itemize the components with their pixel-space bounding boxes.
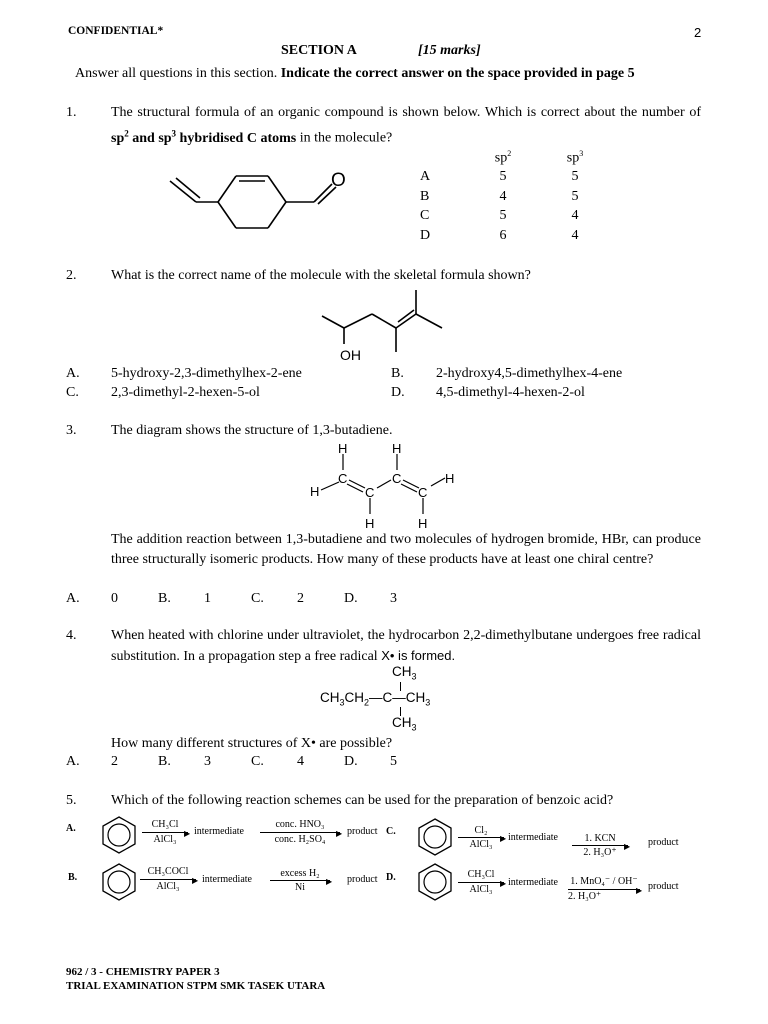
option-letter: A xyxy=(420,169,431,185)
q1-sp3-sup: 3 xyxy=(171,128,177,138)
arrow-head-icon: ▶ xyxy=(184,829,191,838)
q2-option-d-letter: D. xyxy=(391,385,405,400)
reagent-1-top: CH₃Cl xyxy=(467,869,495,880)
q4-text-b: is formed. xyxy=(394,648,456,663)
page-number: 2 xyxy=(694,25,702,40)
benzene-ring-icon xyxy=(416,817,454,857)
reaction-arrow xyxy=(142,832,188,833)
q3-atom-h: H xyxy=(445,471,455,486)
q1-col-sp3: $sp^3$ xyxy=(566,148,584,166)
arrow-head-icon: ▶ xyxy=(336,829,343,838)
reagent-1-bottom: AlCl₃ xyxy=(469,839,493,850)
benzene-ring-icon xyxy=(100,862,138,902)
q3-option-a-letter: A. xyxy=(66,591,80,606)
q1-sp2: sp xyxy=(111,130,125,146)
q2-number: 2. xyxy=(66,268,77,283)
q3-option-c-letter: C. xyxy=(251,591,264,606)
arrow-head-icon: ▶ xyxy=(500,834,507,843)
q3-atom-c: C xyxy=(365,485,375,500)
instruction-bold: Indicate the correct answer on the space provided in page 5 xyxy=(280,66,635,81)
option-sp2: 4 xyxy=(499,188,507,204)
intermediate-label: intermediate xyxy=(202,874,252,885)
reaction-arrow xyxy=(458,837,504,838)
q3-option-a[interactable]: 0 xyxy=(111,591,118,606)
q1-text-a: The structural formula of an organic compound is shown below. Which is correct about the number of xyxy=(111,105,701,120)
q1-col-sp2: $sp^2$ xyxy=(494,148,512,166)
q4-option-b-letter: B. xyxy=(158,754,171,769)
q5-text: Which of the following reaction schemes can be used for the preparation of benzoic acid? xyxy=(111,793,614,808)
q1-option-b[interactable] xyxy=(420,187,594,207)
arrow-head-icon: ▶ xyxy=(636,886,643,895)
instruction-plain: Answer all questions in this section. xyxy=(75,66,278,81)
q1-number: 1. xyxy=(66,105,77,120)
section-marks: [15 marks] xyxy=(418,43,481,58)
reaction-arrow xyxy=(270,880,330,881)
q1-hybrid: hybridised C atoms xyxy=(176,130,297,146)
q4-text xyxy=(111,626,701,667)
footer-exam: TRIAL EXAMINATION STPM SMK TASEK UTARA xyxy=(66,980,326,992)
q4-main-chain: $CH_3CH_2—C—CH_3$ xyxy=(320,690,431,708)
q1-option-c[interactable] xyxy=(420,207,594,227)
option-sp3: 5 xyxy=(571,188,579,204)
reaction-arrow xyxy=(140,879,196,880)
q2-oh-label: OH xyxy=(340,347,361,363)
option-letter: D xyxy=(420,227,431,243)
q4-option-b[interactable]: 3 xyxy=(204,754,211,769)
reagent-1-top: Cl₂ xyxy=(474,825,488,836)
q3-atom-h: H xyxy=(338,441,348,456)
reagent-2-top: 1. MnO₄⁻ / OH⁻ xyxy=(570,876,638,887)
reaction-arrow xyxy=(260,832,340,833)
q5-scheme-a[interactable] xyxy=(66,815,378,865)
confidential-label: CONFIDENTIAL* xyxy=(68,25,164,37)
q2-option-c-letter: C. xyxy=(66,385,79,400)
product-label: product xyxy=(648,881,679,892)
q3-atom-c: C xyxy=(392,471,402,486)
footer-paper: 962 / 3 - CHEMISTRY PAPER 3 xyxy=(66,966,220,978)
q2-option-b-letter: B. xyxy=(391,366,404,381)
q4-option-d[interactable]: 5 xyxy=(390,754,397,769)
q2-option-b[interactable]: 2-hydroxy4,5-dimethylhex-4-ene xyxy=(436,366,623,381)
intermediate-label: intermediate xyxy=(508,832,558,843)
option-sp2: 5 xyxy=(499,169,507,185)
q1-oxygen-label: O xyxy=(331,170,346,191)
reagent-1-top: CH₃Cl xyxy=(151,819,179,830)
reagent-1-top: CH₃COCl xyxy=(147,866,189,877)
arrow-head-icon: ▶ xyxy=(500,879,507,888)
q3-atom-c: C xyxy=(418,485,428,500)
q4-option-d-letter: D. xyxy=(344,754,358,769)
reagent-2-bottom: 2. H₃O⁺ xyxy=(568,891,602,902)
reaction-arrow xyxy=(568,889,640,890)
benzene-ring-icon xyxy=(100,815,138,855)
q3-butadiene-structure xyxy=(305,440,465,532)
reagent-2-top: conc. HNO₃ xyxy=(275,819,325,830)
option-sp3: 4 xyxy=(571,227,579,243)
q4-ch3-bottom: $CH_3$ xyxy=(392,715,417,733)
section-instruction xyxy=(75,66,635,82)
q3-body: The addition reaction between 1,3-butadiene and two molecules of hydrogen bromide, HBr, can produce three structurally isomeric products. How many of these products have at least one chiral centre? xyxy=(111,532,701,567)
q4-option-c-letter: C. xyxy=(251,754,264,769)
option-sp2: 6 xyxy=(499,227,507,243)
q2-text: What is the correct name of the molecule with the skeletal formula shown? xyxy=(111,268,531,283)
q5-scheme-b[interactable] xyxy=(66,860,396,910)
q5-number: 5. xyxy=(66,793,77,808)
q3-atom-h: H xyxy=(418,516,428,531)
q4-structural-formula xyxy=(320,664,480,734)
q2-option-c[interactable]: 2,3-dimethyl-2-hexen-5-ol xyxy=(111,385,260,400)
q1-text-end: in the molecule? xyxy=(296,130,393,146)
q3-option-c[interactable]: 2 xyxy=(297,591,304,606)
q5-scheme-c[interactable] xyxy=(386,815,706,865)
q3-option-d[interactable]: 3 xyxy=(390,591,397,606)
q4-question: How many different structures of X• are possible? xyxy=(111,736,393,751)
q4-number: 4. xyxy=(66,628,77,643)
q2-option-a[interactable]: 5-hydroxy-2,3-dimethylhex-2-ene xyxy=(111,366,302,381)
option-sp3: 4 xyxy=(571,208,579,224)
option-sp2: 5 xyxy=(499,208,507,224)
q1-text xyxy=(111,103,701,149)
q2-skeletal-formula xyxy=(316,288,456,364)
product-label: product xyxy=(347,874,378,885)
scheme-letter: D. xyxy=(386,872,396,883)
q3-number: 3. xyxy=(66,423,77,438)
q1-option-d[interactable] xyxy=(420,226,594,246)
option-sp3: 5 xyxy=(571,169,579,185)
q2-option-d[interactable]: 4,5-dimethyl-4-hexen-2-ol xyxy=(436,385,585,400)
reaction-arrow xyxy=(458,882,504,883)
scheme-letter: A. xyxy=(66,823,76,834)
benzene-ring-icon xyxy=(416,862,454,902)
section-title: SECTION A xyxy=(281,43,357,58)
arrow-head-icon: ▶ xyxy=(326,877,333,886)
q1-molecule-structure xyxy=(160,160,360,240)
q4-option-c[interactable]: 4 xyxy=(297,754,304,769)
q1-option-a[interactable] xyxy=(420,168,594,188)
reagent-2-top: excess H₂ xyxy=(280,868,320,879)
reaction-arrow xyxy=(572,845,628,846)
q3-intro: The diagram shows the structure of 1,3-butadiene. xyxy=(111,423,393,438)
q3-atom-h: H xyxy=(392,441,402,456)
product-label: product xyxy=(347,826,378,837)
q4-option-a-letter: A. xyxy=(66,754,80,769)
reagent-2-bottom: Ni xyxy=(295,882,305,893)
q1-table-header xyxy=(420,148,594,168)
reagent-2-bottom: conc. H₂SO₄ xyxy=(274,834,326,845)
arrow-head-icon: ▶ xyxy=(624,842,631,851)
product-label: product xyxy=(648,837,679,848)
reagent-1-bottom: AlCl₃ xyxy=(156,881,180,892)
q3-atom-h: H xyxy=(365,516,375,531)
reagent-1-bottom: AlCl₃ xyxy=(469,884,493,895)
q4-text-a: When heated with chlorine under ultraviolet, the hydrocarbon 2,2-dimethylbutane undergoes free radical substitution. In a propagation step a free radical xyxy=(111,628,701,664)
q3-option-d-letter: D. xyxy=(344,591,358,606)
intermediate-label: intermediate xyxy=(194,826,244,837)
reagent-1-bottom: AlCl₃ xyxy=(153,834,177,845)
q3-option-b[interactable]: 1 xyxy=(204,591,211,606)
q1-and: and xyxy=(128,130,159,146)
arrow-head-icon: ▶ xyxy=(192,876,199,885)
q1-options-table xyxy=(420,148,594,246)
q5-scheme-d[interactable] xyxy=(386,860,706,910)
q4-radical: X• xyxy=(381,648,395,663)
q4-option-a[interactable]: 2 xyxy=(111,754,118,769)
option-letter: C xyxy=(420,208,430,224)
reagent-2-bottom: 2. H₃O⁺ xyxy=(583,847,617,858)
option-letter: B xyxy=(420,188,430,204)
reagent-2-top: 1. KCN xyxy=(584,833,616,844)
q3-atom-c: C xyxy=(338,471,348,486)
scheme-letter: C. xyxy=(386,826,396,837)
q1-sp2-sup: 2 xyxy=(124,128,129,138)
q3-option-b-letter: B. xyxy=(158,591,171,606)
q4-ch3-top: $CH_3$ xyxy=(392,664,417,682)
intermediate-label: intermediate xyxy=(508,877,558,888)
q3-atom-h: H xyxy=(310,484,320,499)
q2-option-a-letter: A. xyxy=(66,366,80,381)
q1-sp3: sp xyxy=(158,130,172,146)
scheme-letter: B. xyxy=(68,872,78,883)
